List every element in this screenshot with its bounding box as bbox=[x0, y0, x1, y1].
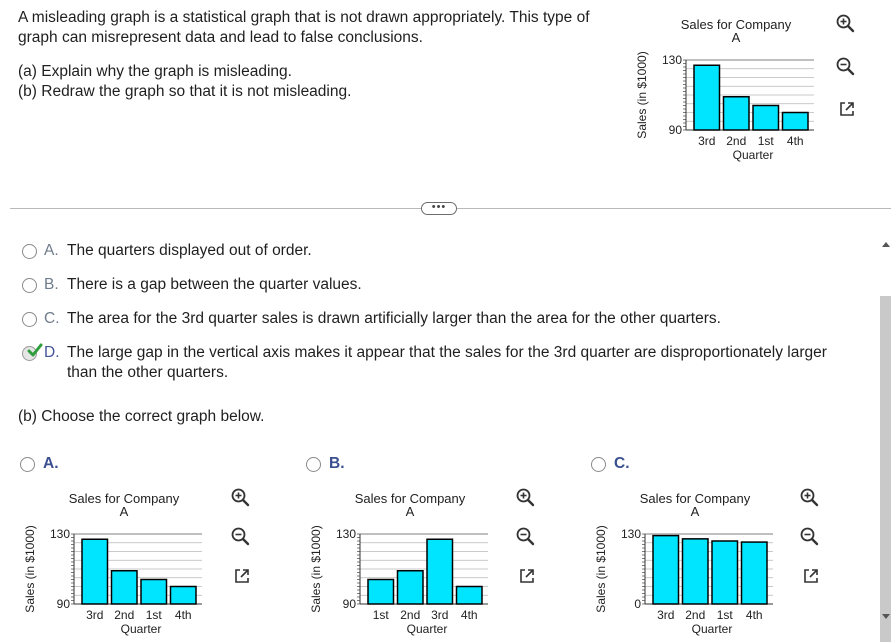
zoom-in-icon[interactable] bbox=[834, 12, 856, 34]
x-tick-label: 3rd bbox=[657, 608, 675, 622]
zoom-in-icon[interactable] bbox=[514, 486, 536, 508]
chart-ylabel: Sales (in $1000) bbox=[594, 525, 608, 613]
pop-out-icon[interactable] bbox=[800, 565, 822, 587]
option-b[interactable] bbox=[22, 275, 362, 295]
option-d-radio[interactable] bbox=[22, 346, 37, 361]
bar-2nd bbox=[112, 571, 138, 604]
option-c-radio[interactable] bbox=[22, 312, 37, 327]
bar-3rd bbox=[653, 536, 679, 604]
graph-choice-c[interactable] bbox=[591, 455, 630, 473]
option-c-text: The area for the 3rd quarter sales is drawn artificially larger than the area for the other quarters. bbox=[67, 310, 721, 327]
option-a-text: The quarters displayed out of order. bbox=[67, 242, 312, 259]
option-d[interactable] bbox=[22, 343, 842, 383]
x-tick-label: 4th bbox=[460, 608, 478, 622]
graph-choice-a-label: A. bbox=[43, 455, 59, 472]
chart-xlabel: Quarter bbox=[406, 622, 448, 636]
x-tick-label: 1st bbox=[716, 608, 733, 622]
zoom-in-icon[interactable] bbox=[798, 486, 820, 508]
bar-1st bbox=[368, 580, 394, 605]
part-b-prompt: (b) Redraw the graph so that it is not misleading. bbox=[18, 83, 352, 100]
y-tick-label: 90 bbox=[342, 597, 356, 611]
graph-choice-b-chart bbox=[308, 488, 508, 638]
x-tick-label: 2nd bbox=[114, 608, 135, 622]
scrollbar-thumb[interactable] bbox=[880, 296, 891, 642]
chart-title: Sales for Company bbox=[354, 491, 466, 506]
bar-2nd bbox=[398, 571, 424, 604]
graph-choice-c-label: C. bbox=[614, 455, 630, 472]
chart-title: Sales for Company bbox=[639, 491, 751, 506]
chart-ylabel: Sales (in $1000) bbox=[23, 525, 37, 613]
zoom-out-icon[interactable] bbox=[229, 525, 251, 547]
bar-3rd bbox=[82, 539, 108, 604]
x-tick-label: 1st bbox=[757, 134, 774, 148]
bar-3rd bbox=[694, 65, 720, 130]
x-tick-label: 1st bbox=[372, 608, 389, 622]
bar-2nd bbox=[683, 539, 709, 604]
bar-1st bbox=[712, 541, 738, 604]
bar-4th bbox=[742, 542, 768, 604]
x-tick-label: 4th bbox=[745, 608, 763, 622]
chart-ylabel: Sales (in $1000) bbox=[635, 51, 649, 139]
bar-4th bbox=[457, 587, 483, 605]
x-tick-label: 4th bbox=[174, 608, 192, 622]
chart-subtitle: A bbox=[731, 30, 741, 45]
more-button[interactable]: ••• bbox=[421, 202, 457, 215]
chart-ylabel: Sales (in $1000) bbox=[309, 525, 323, 613]
y-tick-label: 90 bbox=[56, 597, 70, 611]
check-icon bbox=[27, 343, 43, 359]
x-tick-label: 2nd bbox=[400, 608, 421, 622]
option-b-text: There is a gap between the quarter values. bbox=[67, 276, 362, 293]
zoom-out-icon[interactable] bbox=[798, 525, 820, 547]
chart-subtitle: A bbox=[405, 504, 415, 519]
graph-choice-a[interactable] bbox=[20, 455, 59, 473]
x-tick-label: 1st bbox=[145, 608, 162, 622]
chart-subtitle: A bbox=[690, 504, 700, 519]
option-b-radio[interactable] bbox=[22, 278, 37, 293]
part-a-prompt: (a) Explain why the graph is misleading. bbox=[18, 63, 292, 80]
chart-subtitle: A bbox=[119, 504, 129, 519]
chart-xlabel: Quarter bbox=[691, 622, 733, 636]
zoom-in-icon[interactable] bbox=[229, 486, 251, 508]
x-tick-label: 4th bbox=[786, 134, 804, 148]
chart-title: Sales for Company bbox=[680, 17, 792, 32]
option-c[interactable] bbox=[22, 309, 721, 329]
graph-choice-a-chart bbox=[22, 488, 222, 638]
option-b-letter: B. bbox=[44, 276, 59, 293]
option-a-letter: A. bbox=[44, 242, 59, 259]
zoom-out-icon[interactable] bbox=[514, 525, 536, 547]
pop-out-icon[interactable] bbox=[231, 565, 253, 587]
y-tick-label: 90 bbox=[668, 123, 682, 137]
x-tick-label: 3rd bbox=[698, 134, 716, 148]
bar-2nd bbox=[724, 97, 750, 130]
graph-choice-c-radio[interactable] bbox=[591, 457, 606, 472]
scroll-down-arrow[interactable] bbox=[882, 614, 890, 619]
pop-out-icon[interactable] bbox=[516, 565, 538, 587]
graph-choice-b-radio[interactable] bbox=[306, 457, 321, 472]
bar-1st bbox=[141, 580, 167, 605]
option-a[interactable] bbox=[22, 241, 312, 261]
bar-4th bbox=[171, 587, 197, 605]
graph-choice-c-chart bbox=[593, 488, 793, 638]
x-tick-label: 2nd bbox=[726, 134, 747, 148]
graph-choice-b[interactable] bbox=[306, 455, 345, 473]
option-c-letter: C. bbox=[44, 310, 60, 327]
option-d-text: The large gap in the vertical axis makes it appear that the sales for the 3rd quarter are disproportionately larger than the other quarters. bbox=[67, 344, 827, 381]
scroll-up-arrow[interactable] bbox=[882, 242, 890, 247]
misleading-chart bbox=[634, 14, 834, 174]
x-tick-label: 2nd bbox=[685, 608, 706, 622]
chart-title: Sales for Company bbox=[68, 491, 180, 506]
chart-xlabel: Quarter bbox=[120, 622, 162, 636]
x-tick-label: 3rd bbox=[431, 608, 449, 622]
y-tick-label: 130 bbox=[620, 527, 641, 541]
x-tick-label: 3rd bbox=[86, 608, 104, 622]
part-b-choose-prompt: (b) Choose the correct graph below. bbox=[18, 408, 265, 425]
pop-out-icon[interactable] bbox=[836, 98, 858, 120]
option-a-radio[interactable] bbox=[22, 244, 37, 259]
graph-choice-b-label: B. bbox=[329, 455, 345, 472]
chart-xlabel: Quarter bbox=[732, 148, 774, 162]
y-tick-label: 0 bbox=[634, 597, 641, 611]
bar-4th bbox=[783, 113, 809, 131]
option-d-letter: D. bbox=[44, 344, 60, 361]
bar-1st bbox=[753, 106, 779, 131]
intro-text: A misleading graph is a statistical graph that is not drawn appropriately. This type of graph can misrepresent data and lead to false conclusions. bbox=[18, 9, 590, 46]
bar-3rd bbox=[427, 539, 453, 604]
y-tick-label: 130 bbox=[49, 527, 70, 541]
zoom-out-icon[interactable] bbox=[834, 55, 856, 77]
y-tick-label: 130 bbox=[661, 53, 682, 67]
graph-choice-a-radio[interactable] bbox=[20, 457, 35, 472]
y-tick-label: 130 bbox=[335, 527, 356, 541]
